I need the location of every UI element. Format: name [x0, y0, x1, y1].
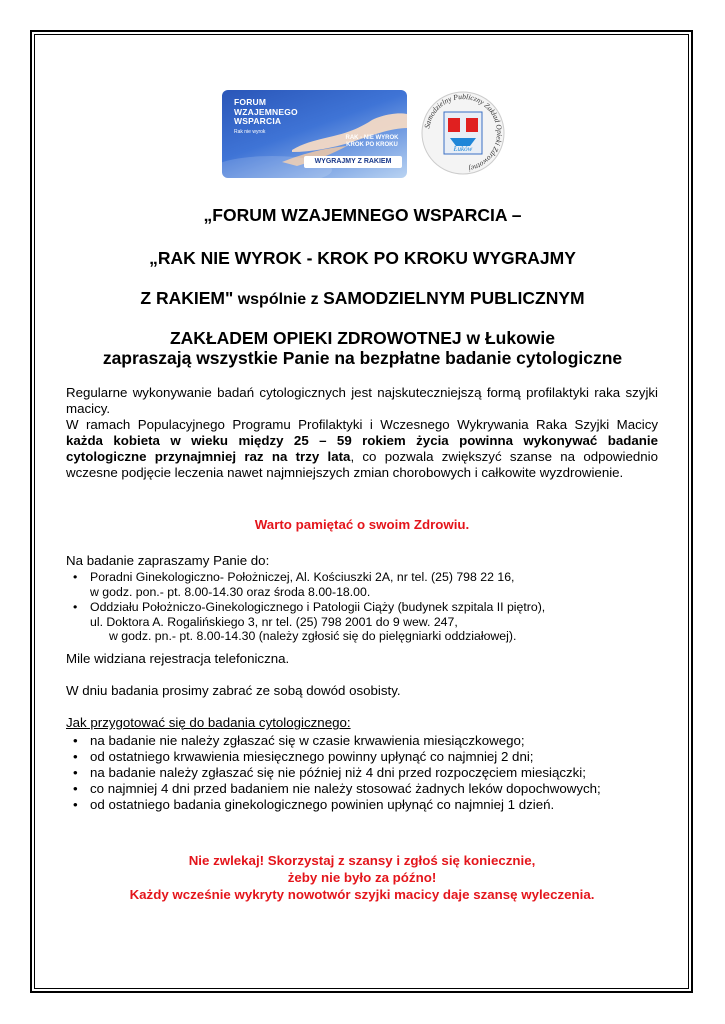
closing-line-3: Każdy wcześnie wykryty nowotwór szyjki macicy daje szansę wyleczenia.	[129, 887, 595, 902]
heading-rak-nie-wyrok: „RAK NIE WYROK - KROK PO KROKU WYGRAJMY	[149, 248, 576, 268]
prep-title: Jak przygotować się do badania cytologicznego:	[66, 715, 351, 730]
heading-forum: „FORUM WZAJEMNEGO WSPARCIA –	[203, 205, 522, 225]
locations-intro: Na badanie zapraszamy Panie do:	[66, 553, 270, 568]
phone-registration-note: Mile widziana rejestracja telefoniczna.	[66, 651, 290, 666]
heading-zoz: ZAKŁADEM OPIEKI ZDROWOTNEJ w Łukowie	[169, 328, 555, 348]
heading-with-spzoz: Z RAKIEM" wspólnie z SAMODZIELNYM PUBLICZNYM	[140, 288, 585, 308]
coat-of-arms-left-icon	[448, 118, 460, 132]
closing-line-2: żeby nie było za późno!	[287, 870, 437, 885]
forum-logo	[222, 90, 407, 178]
reminder-text: Warto pamiętać o swoim Zdrowiu.	[254, 517, 470, 532]
forum-logo-tag: RAK - NIE WYROK KROK PO KROKU	[345, 135, 399, 148]
prep-item: • od ostatniego krwawienia miesięcznego powinny upłynąć co najmniej 2 dni;	[66, 749, 658, 765]
closing-line-1: Nie zwlekaj! Skorzystaj z szansy i zgłoś się koniecznie,	[188, 853, 536, 868]
forum-logo-line3: WSPARCIA	[234, 116, 282, 126]
intro-paragraph-1: Regularne wykonywanie badań cytologicznych jest najskuteczniejszą formą profilaktyki raka szyjki macicy.	[66, 385, 658, 416]
forum-logo-banner: WYGRAJMY Z RAKIEM	[304, 156, 402, 168]
prep-item: • co najmniej 4 dni przed badaniem nie należy stosować żadnych leków dopochwowych;	[66, 781, 658, 797]
zoz-city: Łuków	[453, 145, 473, 153]
coat-of-arms-right-icon	[466, 118, 478, 132]
prep-list	[66, 733, 658, 813]
forum-logo-line2: WZAJEMNEGO	[234, 106, 298, 117]
location-item-ward: • Oddziału Położniczo-Ginekologicznego i Patologii Ciąży (budynek szpitala II piętro), ul. Doktora A. Rogalińskiego 3, nr tel. (25) 798 2001 do 9 wew. 247, w godz. pn.- pt. 8.00-14.30 (należy zgłosić się do pielęgniarki oddziałowej).	[66, 600, 658, 644]
locations-list	[66, 570, 658, 644]
forum-logo-small: Rak nie wyrok	[234, 129, 266, 135]
forum-logo-line1: FORUM	[234, 97, 267, 107]
heading-invitation: zapraszają wszystkie Panie na bezpłatne badanie cytologiczne	[102, 348, 623, 368]
id-document-note: W dniu badania prosimy zabrać ze sobą dowód osobisty.	[66, 683, 401, 698]
location-item-clinic: • Poradni Ginekologiczno- Położniczej, Al. Kościuszki 2A, nr tel. (25) 798 22 16, w godz. pon.- pt. 8.00-14.30 oraz środa 8.00-18.00.	[66, 570, 658, 599]
prep-item: • na badanie nie należy zgłaszać się w czasie krwawienia miesiączkowego;	[66, 733, 658, 749]
zoz-logo	[420, 90, 506, 176]
prep-item: • na badanie należy zgłaszać się nie później niż 4 dni przed rozpoczęciem miesiączki;	[66, 765, 658, 781]
zoz-ring-text: Samodzielny Publiczny Zakład Opieki Zdrowotnej	[422, 91, 505, 174]
prep-item: • od ostatniego badania ginekologicznego powinien upłynąć co najmniej 1 dzień.	[66, 797, 658, 813]
intro-paragraph-2: W ramach Populacyjnego Programu Profilaktyki i Wczesnego Wykrywania Raka Szyjki Macicy każda kobieta w wieku między 25 – 59 rokiem życia powinna wykonywać badanie cytologiczne przynajmniej raz na trzy lata, co pozwala zwiększyć szanse na odpowiednio wczesne podjęcie leczenia nawet najmniejszych zmian chorobowych i całkowite wyzdrowienie.	[66, 417, 658, 480]
